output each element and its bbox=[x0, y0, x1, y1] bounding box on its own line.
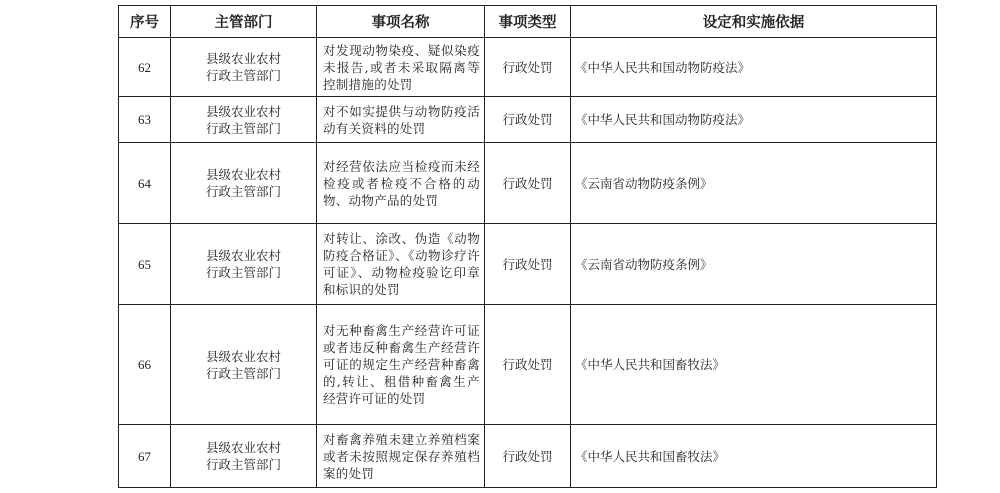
table-row bbox=[119, 425, 937, 488]
row-basis: 《中华人民共和国动物防疫法》 bbox=[571, 97, 937, 143]
row-basis: 《云南省动物防疫条例》 bbox=[571, 224, 937, 305]
header-item-type: 事项类型 bbox=[485, 6, 571, 38]
row-item-type: 行政处罚 bbox=[485, 143, 571, 224]
row-item-type: 行政处罚 bbox=[485, 305, 571, 425]
row-basis: 《云南省动物防疫条例》 bbox=[571, 143, 937, 224]
row-basis: 《中华人民共和国畜牧法》 bbox=[571, 305, 937, 425]
header-basis: 设定和实施依据 bbox=[571, 6, 937, 38]
header-item-name: 事项名称 bbox=[317, 6, 485, 38]
row-department: 县级农业农村 行政主管部门 bbox=[171, 143, 317, 224]
row-serial: 64 bbox=[119, 143, 171, 224]
row-item-type: 行政处罚 bbox=[485, 224, 571, 305]
row-basis: 《中华人民共和国畜牧法》 bbox=[571, 425, 937, 488]
row-department: 县级农业农村 行政主管部门 bbox=[171, 97, 317, 143]
table-row bbox=[119, 38, 937, 97]
row-item-name: 对发现动物染疫、疑似染疫未报告,或者未采取隔离等控制措施的处罚 bbox=[317, 38, 485, 97]
row-item-name: 对不如实提供与动物防疫活动有关资料的处罚 bbox=[317, 97, 485, 143]
header-department: 主管部门 bbox=[171, 6, 317, 38]
row-item-type: 行政处罚 bbox=[485, 97, 571, 143]
row-department: 县级农业农村 行政主管部门 bbox=[171, 38, 317, 97]
row-item-type: 行政处罚 bbox=[485, 425, 571, 488]
penalty-items-table bbox=[118, 5, 937, 488]
row-item-type: 行政处罚 bbox=[485, 38, 571, 97]
table-row bbox=[119, 224, 937, 305]
row-serial: 63 bbox=[119, 97, 171, 143]
row-serial: 65 bbox=[119, 224, 171, 305]
table-row bbox=[119, 97, 937, 143]
document-page bbox=[118, 5, 936, 488]
row-serial: 67 bbox=[119, 425, 171, 488]
row-serial: 62 bbox=[119, 38, 171, 97]
row-serial: 66 bbox=[119, 305, 171, 425]
row-item-name: 对畜禽养殖未建立养殖档案或者未按照规定保存养殖档案的处罚 bbox=[317, 425, 485, 488]
table-row bbox=[119, 305, 937, 425]
row-item-name: 对经营依法应当检疫而未经检疫或者检疫不合格的动物、动物产品的处罚 bbox=[317, 143, 485, 224]
row-department: 县级农业农村 行政主管部门 bbox=[171, 305, 317, 425]
row-department: 县级农业农村 行政主管部门 bbox=[171, 425, 317, 488]
table-row bbox=[119, 143, 937, 224]
row-basis: 《中华人民共和国动物防疫法》 bbox=[571, 38, 937, 97]
row-item-name: 对无种畜禽生产经营许可证或者违反种畜禽生产经营许可证的规定生产经营种畜禽的,转让、租借种畜禽生产经营许可证的处罚 bbox=[317, 305, 485, 425]
table-header-row bbox=[119, 6, 937, 38]
row-item-name: 对转让、涂改、伪造《动物防疫合格证》、《动物诊疗许可证》、动物检疫验讫印章和标识的处罚 bbox=[317, 224, 485, 305]
row-department: 县级农业农村 行政主管部门 bbox=[171, 224, 317, 305]
header-serial: 序号 bbox=[119, 6, 171, 38]
